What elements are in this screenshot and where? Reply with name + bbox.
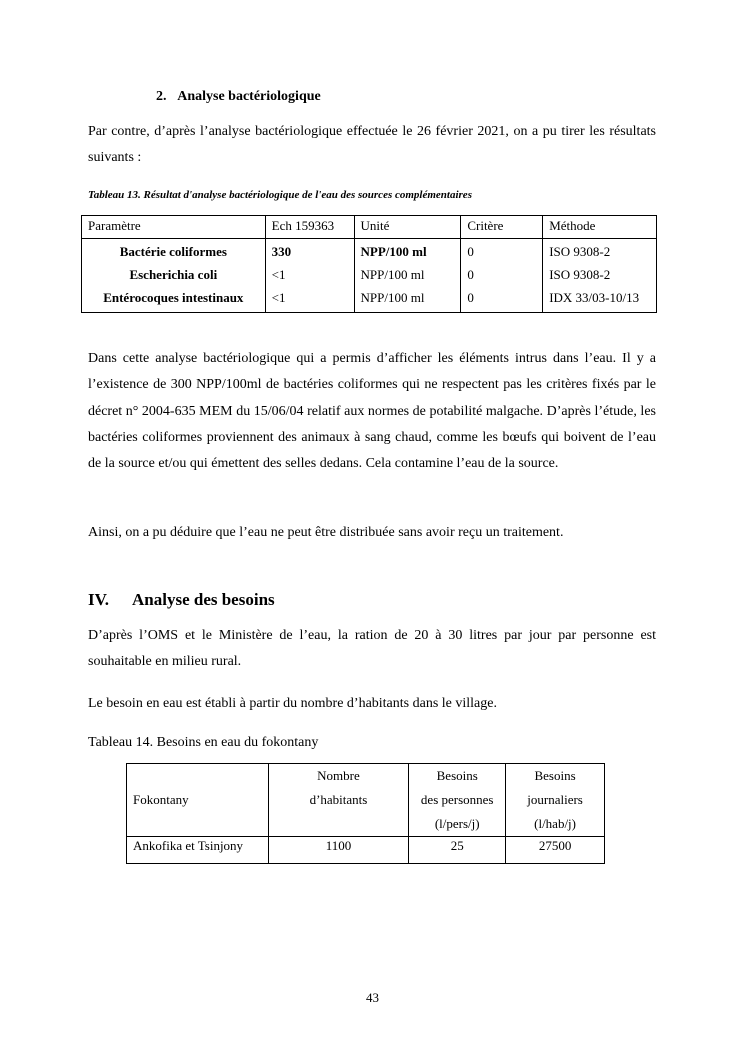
table13-method-cell: ISO 9308-2 (543, 239, 657, 264)
section-title: Analyse des besoins (132, 590, 275, 609)
paragraph-intro: Par contre, d’après l’analyse bactériologique effectuée le 26 février 2021, on a pu tirer les résultats suivants : (88, 124, 656, 166)
paragraph-besoin: Le besoin en eau est établi à partir du nombre d’habitants dans le village. (88, 696, 497, 711)
subsection-heading (156, 89, 321, 105)
table13-unit-cell: NPP/100 ml (354, 286, 461, 313)
table13-criteria-cell: 0 (461, 286, 543, 313)
table14-personnes-cell: 25 (409, 837, 506, 864)
table14-water-needs (126, 763, 605, 864)
table14-journaliers-cell: 27500 (506, 837, 605, 864)
header-line: journaliers (527, 792, 583, 807)
table13-param-cell: Entérocoques intestinaux (82, 286, 266, 313)
table13-header-cell: Paramètre (82, 216, 266, 239)
table14-habitants-cell: 1100 (268, 837, 409, 864)
table13-method-cell: ISO 9308-2 (543, 263, 657, 286)
table-row (127, 837, 605, 864)
table-row (82, 263, 657, 286)
table13-header-cell: Critère (461, 216, 543, 239)
table-row (82, 286, 657, 313)
subsection-title: Analyse bactériologique (177, 89, 321, 104)
section-number: IV. (88, 590, 109, 609)
table13-header-cell: Unité (354, 216, 461, 239)
table14-caption: Tableau 14. Besoins en eau du fokontany (88, 735, 319, 750)
table14-header-row (127, 764, 605, 837)
paragraph-conclusion: Ainsi, on a pu déduire que l’eau ne peut être distribuée sans avoir reçu un traitement. (88, 525, 564, 540)
table14-header-journaliers (506, 764, 605, 837)
table13-criteria-cell: 0 (461, 263, 543, 286)
header-line: des personnes (420, 792, 494, 807)
table13-value-cell: <1 (265, 263, 354, 286)
table13-unit-cell: NPP/100 ml (354, 263, 461, 286)
header-line: Besoins (534, 768, 576, 783)
table13-caption: Tableau 13. Résultat d'analyse bactériologique de l'eau des sources complémentaires (88, 189, 472, 201)
table13-unit-cell: NPP/100 ml (354, 239, 461, 264)
page-number: 43 (366, 990, 379, 1005)
table13-bacteriology (81, 215, 657, 313)
table14-header-fokontany: Fokontany (127, 764, 269, 837)
table13-header-cell: Ech 159363 (265, 216, 354, 239)
table-row (82, 239, 657, 264)
table13-method-cell: IDX 33/03-10/13 (543, 286, 657, 313)
paragraph-oms: D’après l’OMS et le Ministère de l’eau, la ration de 20 à 30 litres par jour par personne est souhaitable en milieu rural. (88, 628, 656, 670)
table13-param-cell: Bactérie coliformes (82, 239, 266, 264)
table13-header-cell: Méthode (543, 216, 657, 239)
table13-criteria-cell: 0 (461, 239, 543, 264)
section-heading (88, 590, 275, 610)
table14-header-personnes (409, 764, 506, 837)
header-line: (l/pers/j) (434, 816, 480, 831)
table13-value-cell: <1 (265, 286, 354, 313)
table13-value-cell: 330 (265, 239, 354, 264)
table13-header-row (82, 216, 657, 239)
subsection-number: 2. (156, 89, 167, 104)
header-line: Nombre (317, 768, 360, 783)
header-line: Besoins (436, 768, 478, 783)
table14-header-habitants (268, 764, 409, 837)
paragraph-analysis: Dans cette analyse bactériologique qui a permis d’afficher les éléments intrus dans l’eau. Il y a l’existence de 300 NPP/100ml de bactéries coliformes qui ne respectent pas les critères fixés par le décret n° 2004-635 MEM du 15/06/04 relatif aux normes de potabilité malgache. D’après l’étude, les bactéries coliformes proviennent des animaux à sang chaud, comme les bœufs qui boivent de l’eau de la source et/ou qui émettent des selles dedans. Cela contamine l’eau de la source. (88, 351, 656, 472)
header-line: (l/hab/j) (534, 816, 577, 831)
table13-param-cell: Escherichia coli (82, 263, 266, 286)
table14-fokontany-cell: Ankofika et Tsinjony (127, 837, 269, 864)
header-line: d’habitants (309, 792, 368, 807)
